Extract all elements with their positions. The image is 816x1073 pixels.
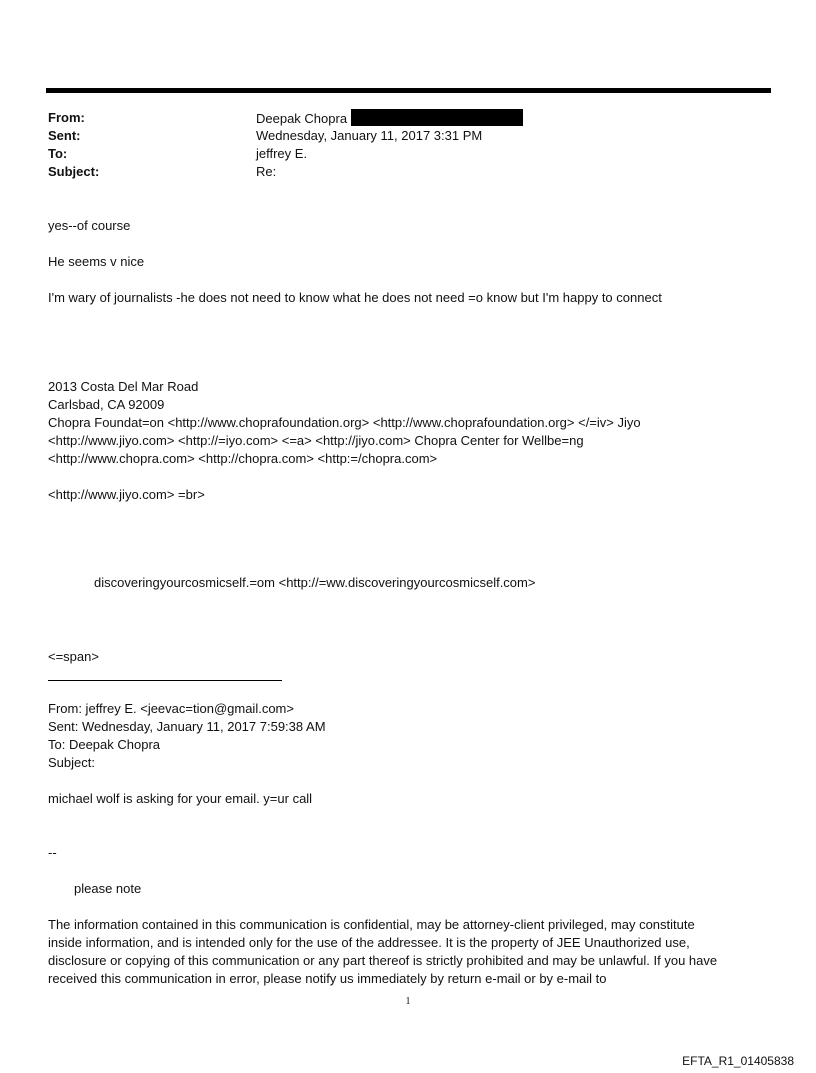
document-id: EFTA_R1_01405838 [682, 1054, 794, 1068]
to-label: To: [48, 146, 68, 161]
body-line-2: He seems v nice [48, 254, 145, 269]
address-line-1: 2013 Costa Del Mar Road [48, 379, 199, 394]
from-name: Deepak Chopra [256, 111, 348, 126]
signature-links-1: Chopra Foundat=on <http://www.choprafoundation.org> <http://www.choprafoundation.org> </=iv> Jiyo [48, 415, 641, 430]
disclaimer-line-2: inside information, and is intended only for the use of the addressee. It is the property of JEE Unauthorized use, [48, 935, 690, 950]
sent-value: Wednesday, January 11, 2017 3:31 PM [256, 128, 483, 143]
sent-label: Sent: [48, 128, 81, 143]
disclaimer-line-3: disclosure or copying of this communication or any part thereof is strictly prohibited and may be unlawful. If you have [48, 953, 718, 968]
quoted-dashes: -- [48, 845, 57, 860]
page-number: 1 [405, 996, 411, 1007]
quote-separator [48, 680, 282, 681]
signature-links-3: <http://www.chopra.com> <http://chopra.com> <http:=/chopra.com> [48, 451, 438, 466]
body-line-1: yes--of course [48, 218, 131, 233]
span-tag-text: <=span> [48, 649, 99, 664]
header-rule [46, 88, 771, 93]
subject-value: Re: [256, 164, 277, 179]
quoted-to: To: Deepak Chopra [48, 737, 161, 752]
quoted-message: michael wolf is asking for your email. y=ur call [48, 791, 313, 806]
signature-links-2: <http://www.jiyo.com> <http://=iyo.com> <=a> <http://jiyo.com> Chopra Center for Wellbe=ng [48, 433, 584, 448]
body-line-3: I'm wary of journalists -he does not need to know what he does not need =o know but I'm happy to connect [48, 290, 662, 305]
cosmic-self-link: discoveringyourcosmicself.=om <http://=ww.discoveringyourcosmicself.com> [94, 575, 536, 590]
please-note: please note [74, 881, 142, 896]
disclaimer-line-4: received this communication in error, please notify us immediately by return e-mail or by e-mail to [48, 971, 607, 986]
quoted-sent: Sent: Wednesday, January 11, 2017 7:59:38 AM [48, 719, 326, 734]
quoted-subject: Subject: [48, 755, 95, 770]
from-value [256, 109, 523, 128]
address-line-2: Carlsbad, CA 92009 [48, 397, 165, 412]
to-value: jeffrey E. [256, 146, 308, 161]
disclaimer-line-1: The information contained in this communication is confidential, may be attorney-client privileged, may constitute [48, 917, 695, 932]
redaction-box [351, 109, 523, 126]
subject-label: Subject: [48, 164, 100, 179]
signature-links-4: <http://www.jiyo.com> =br> [48, 487, 205, 502]
from-label: From: [48, 110, 85, 125]
quoted-from: From: jeffrey E. <jeevac=tion@gmail.com> [48, 701, 294, 716]
